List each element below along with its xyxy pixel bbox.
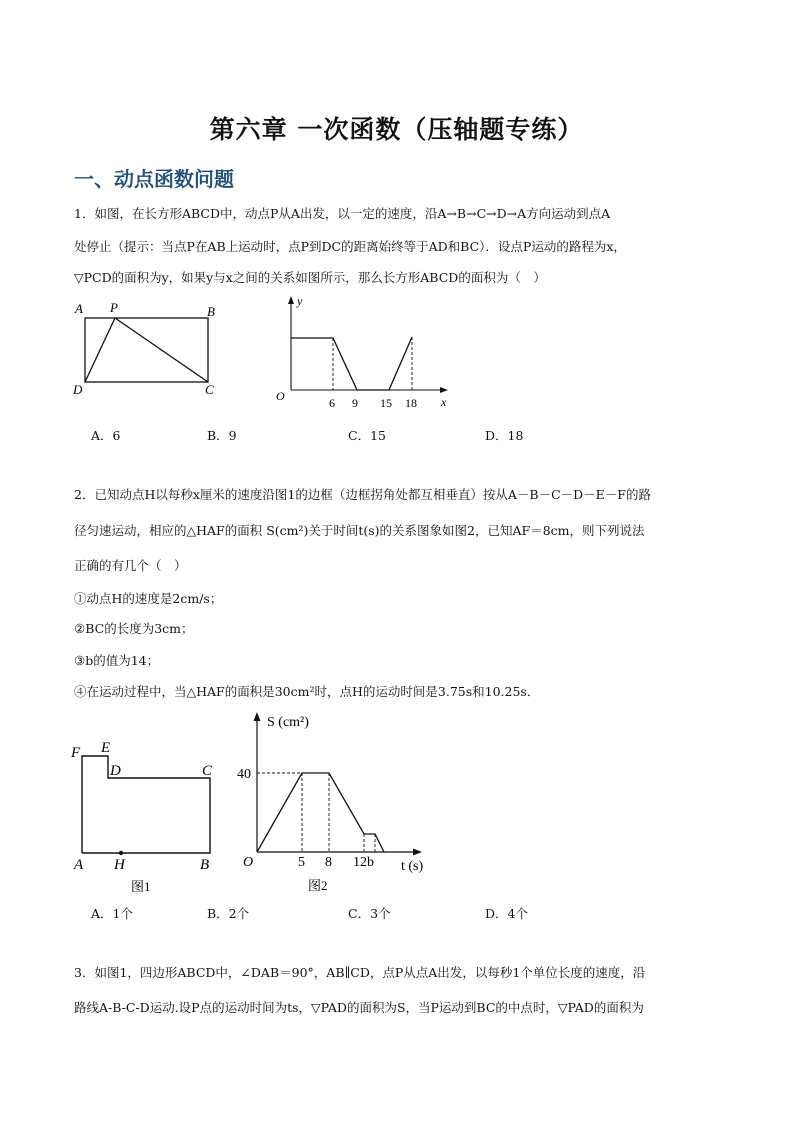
q2-option-c[interactable]: C．3个	[348, 906, 391, 921]
rect-abcd	[85, 318, 208, 382]
y-axis-arrow	[288, 296, 294, 304]
label-t-axis: t (s)	[401, 859, 424, 874]
s-axis-arrow	[254, 712, 261, 721]
q2-figure-1	[68, 736, 228, 896]
label-a: A	[74, 857, 84, 873]
tick-5: 5	[298, 855, 305, 870]
graph-line	[291, 337, 412, 390]
figure-2-caption: 图2	[308, 878, 328, 893]
t-axis-arrow	[413, 849, 422, 856]
label-b: B	[207, 304, 215, 319]
label-f: F	[71, 745, 81, 761]
q2-statement-1: ①动点H的速度是2cm/s；	[74, 591, 223, 606]
figure-1-caption: 图1	[131, 879, 151, 894]
q2-statement-3: ③b的值为14；	[74, 653, 160, 668]
page-title: 第六章 一次函数（压轴题专练）	[209, 115, 584, 144]
q1-option-d[interactable]: D．18	[485, 428, 524, 443]
q1-text-line2: 处停止（提示：当点P在AB上运动时，点P到DC的距离始终等于AD和BC）．设点P运动的路程为x，	[74, 239, 626, 254]
label-a: A	[75, 301, 83, 316]
section-heading: 一、动点函数问题	[74, 167, 234, 191]
q1-function-graph	[270, 294, 460, 414]
q2-option-b[interactable]: B．2个	[207, 906, 250, 921]
q2-option-d[interactable]: D．4个	[485, 906, 528, 921]
label-e: E	[101, 740, 111, 756]
q1-option-b[interactable]: B．9	[207, 428, 237, 443]
label-h: H	[114, 857, 125, 873]
segment-pc	[115, 318, 208, 382]
label-d: D	[110, 763, 121, 779]
label-x: x	[441, 395, 447, 409]
segment-dp	[85, 318, 115, 382]
q2-text-line1: 2．已知动点H以每秒x厘米的速度沿图1的边框（边框拐角处都互相垂直）按从A－B－C－D－E－F的路	[74, 487, 651, 502]
label-s-axis: S (cm²)	[267, 715, 309, 730]
label-c: C	[202, 763, 213, 779]
q2-figure-2	[235, 704, 435, 899]
tick-9: 9	[352, 396, 358, 410]
label-b: B	[200, 857, 210, 873]
x-axis-arrow	[440, 387, 448, 393]
q1-rectangle-figure	[70, 298, 230, 402]
point-h	[119, 851, 123, 855]
q2-statement-2: ②BC的长度为3cm；	[74, 621, 194, 636]
q2-text-line3: 正确的有几个（ ）	[74, 558, 187, 573]
label-origin: O	[243, 855, 254, 870]
q1-text-line1: 1．如图，在长方形ABCD中，动点P从A出发，以一定的速度，沿A→B→C→D→A方向运动到点A	[74, 206, 611, 221]
label-c: C	[205, 382, 214, 397]
q3-text-line2: 路线A-B-C-D运动.设P点的运动时间为ts，▽PAD的面积为S，当P运动到BC的中点时，▽PAD的面积为	[74, 1000, 644, 1015]
q1-option-c[interactable]: C．15	[348, 428, 386, 443]
tick-6: 6	[329, 396, 335, 410]
q2-option-a[interactable]: A．1个	[91, 906, 133, 921]
label-d: D	[73, 382, 83, 397]
frame-path	[82, 756, 210, 853]
q1-option-a[interactable]: A．6	[91, 428, 121, 443]
label-y: y	[297, 294, 303, 308]
q1-text-line3: ▽PCD的面积为y，如果y与x之间的关系如图所示，那么长方形ABCD的面积为（ ）	[74, 270, 546, 285]
tick-15: 15	[380, 396, 392, 410]
tick-12b: 12b	[353, 855, 374, 870]
q3-text-line1: 3．如图1，四边形ABCD中，∠DAB＝90°，AB∥CD，点P从点A出发，以每秒1个单位长度的速度，沿	[74, 965, 646, 980]
q2-text-line2: 径匀速运动，相应的△HAF的面积 S(cm²)关于时间t(s)的关系图象如图2，已知AF＝8cm，则下列说法	[74, 523, 645, 538]
q2-statement-4: ④在运动过程中，当△HAF的面积是30cm²时，点H的运动时间是3.75s和10.25s．	[74, 684, 540, 699]
area-graph	[257, 773, 384, 852]
label-40: 40	[237, 767, 251, 782]
tick-18: 18	[405, 396, 417, 410]
tick-8: 8	[325, 855, 332, 870]
label-p: P	[110, 300, 118, 315]
label-origin: O	[276, 389, 285, 403]
